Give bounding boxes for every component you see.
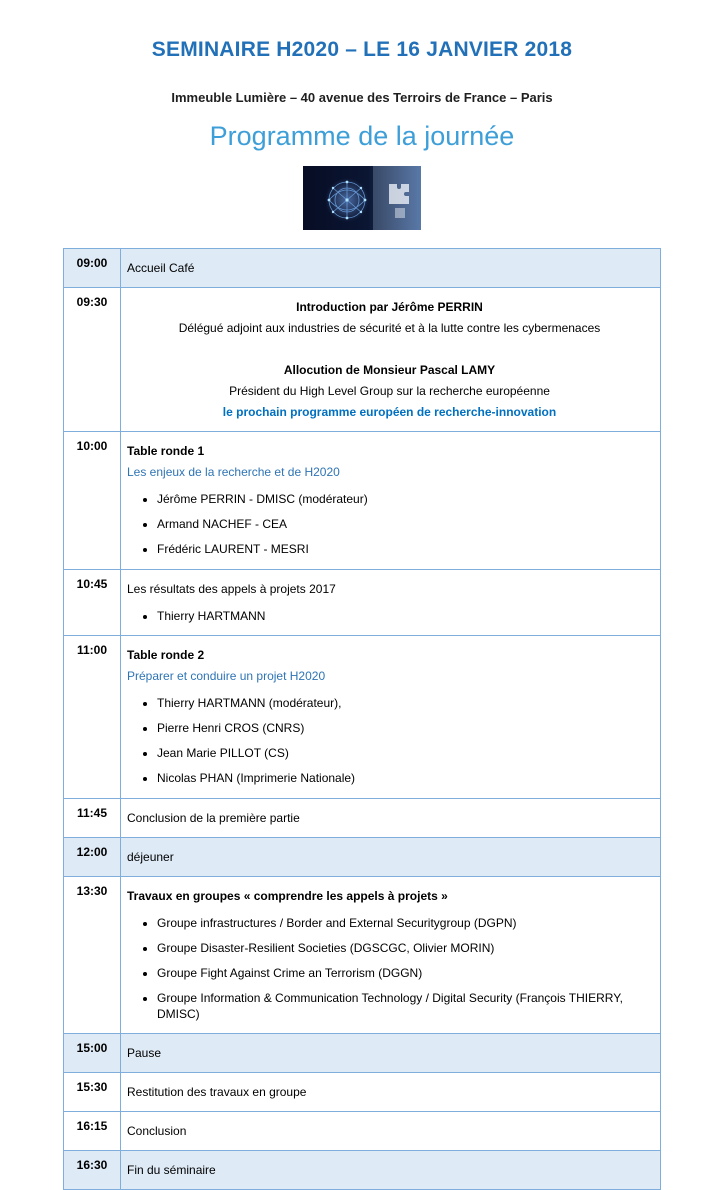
schedule-row <box>64 798 661 837</box>
bullet-item: • Nicolas PHAN (Imprimerie Nationale) <box>157 770 652 786</box>
bullet-item: • Groupe Fight Against Crime an Terrorism (DGGN) <box>157 965 652 981</box>
content-cell <box>121 569 661 635</box>
bullet-item: • Frédéric LAURENT - MESRI <box>157 541 652 557</box>
time-cell: 16:30 <box>64 1151 121 1190</box>
bullet-item: • Groupe Information & Communication Technology / Digital Security (François THIERRY, DMISC) <box>157 990 652 1022</box>
schedule-table <box>63 248 661 1190</box>
document-title: SEMINAIRE H2020 – LE 16 JANVIER 2018 <box>151 38 573 61</box>
time-cell: 12:00 <box>64 837 121 876</box>
schedule-row <box>64 432 661 570</box>
bullet-list <box>157 491 652 558</box>
schedule-text-line: Accueil Café <box>127 261 195 275</box>
schedule-text-line: déjeuner <box>127 849 174 864</box>
schedule-table-body <box>64 249 661 1190</box>
bullet-list <box>157 695 652 787</box>
content-cell <box>121 1034 661 1073</box>
schedule-text-line: Délégué adjoint aux industries de sécurité et à la lutte contre les cybermenaces <box>178 321 601 335</box>
time-cell: 11:45 <box>64 798 121 837</box>
time-cell: 10:45 <box>64 569 121 635</box>
schedule-text-line: Table ronde 2 <box>127 647 205 662</box>
bullet-list <box>157 608 652 624</box>
content-cell <box>121 288 661 432</box>
time-cell: 16:15 <box>64 1112 121 1151</box>
schedule-text-line: Pause <box>127 1046 162 1061</box>
bullet-item: • Thierry HARTMANN <box>157 608 652 624</box>
bullet-item: • Armand NACHEF - CEA <box>157 516 652 532</box>
schedule-text-line: Les résultats des appels à projets 2017 <box>127 581 336 596</box>
content-cell <box>121 249 661 288</box>
schedule-row <box>64 1073 661 1112</box>
schedule-text-line: Conclusion de la première partie <box>127 810 300 825</box>
schedule-text-line: Fin du séminaire <box>127 1163 216 1178</box>
schedule-row <box>64 837 661 876</box>
bullet-item: • Jérôme PERRIN - DMISC (modérateur) <box>157 491 652 507</box>
schedule-row <box>64 249 661 288</box>
address-line: Immeuble Lumière – 40 avenue des Terroirs de France – Paris <box>171 90 553 105</box>
schedule-text-line: Allocution de Monsieur Pascal LAMY <box>283 363 496 377</box>
schedule-text-line: Travaux en groupes « comprendre les appels à projets » <box>127 888 448 903</box>
schedule-text-line: le prochain programme européen de recherche-innovation <box>222 405 557 419</box>
bullet-item: • Groupe infrastructures / Border and External Securitygroup (DGPN) <box>157 915 652 931</box>
schedule-row <box>64 288 661 432</box>
schedule-text-line: Restitution des travaux en groupe <box>127 1085 307 1100</box>
content-cell <box>121 1151 661 1190</box>
schedule-text-line: Conclusion <box>127 1124 187 1139</box>
schedule-text-line: Table ronde 1 <box>127 444 205 458</box>
bullet-list <box>157 915 652 1023</box>
schedule-row <box>64 1034 661 1073</box>
schedule-text-line: Les enjeux de la recherche et de H2020 <box>127 465 340 479</box>
schedule-row <box>64 876 661 1034</box>
time-cell: 15:00 <box>64 1034 121 1073</box>
schedule-row <box>64 1151 661 1190</box>
time-cell: 11:00 <box>64 635 121 798</box>
content-cell <box>121 876 661 1034</box>
time-cell: 10:00 <box>64 432 121 570</box>
header-image-container <box>0 166 724 232</box>
schedule-text-line <box>127 340 652 358</box>
schedule-row <box>64 635 661 798</box>
bullet-item: • Groupe Disaster-Resilient Societies (DGSCGC, Olivier MORIN) <box>157 940 652 956</box>
content-cell <box>121 1073 661 1112</box>
bullet-item: • Jean Marie PILLOT (CS) <box>157 745 652 761</box>
schedule-text-line: Préparer et conduire un projet H2020 <box>127 668 326 683</box>
bullet-item: • Pierre Henri CROS (CNRS) <box>157 720 652 736</box>
bullet-item: • Thierry HARTMANN (modérateur), <box>157 695 652 711</box>
schedule-row <box>64 1112 661 1151</box>
schedule-row <box>64 569 661 635</box>
time-cell: 15:30 <box>64 1073 121 1112</box>
schedule-text-line: Président du High Level Group sur la recherche européenne <box>229 384 550 398</box>
program-subtitle: Programme de la journée <box>209 121 515 151</box>
time-cell: 13:30 <box>64 876 121 1034</box>
time-cell: 09:00 <box>64 249 121 288</box>
content-cell <box>121 837 661 876</box>
content-cell <box>121 798 661 837</box>
content-cell <box>121 1112 661 1151</box>
content-cell <box>121 635 661 798</box>
time-cell: 09:30 <box>64 288 121 432</box>
digital-head-network-image <box>303 166 421 230</box>
schedule-text-line: Introduction par Jérôme PERRIN <box>296 300 483 314</box>
content-cell <box>121 432 661 570</box>
